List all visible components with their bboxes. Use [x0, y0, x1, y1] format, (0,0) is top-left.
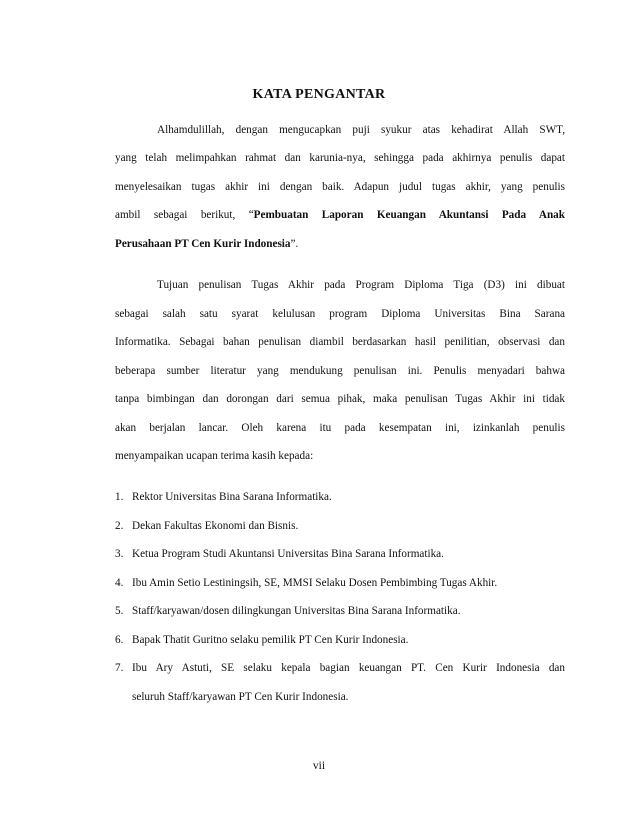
thesis-title-part-2: Perusahaan PT Cen Kurir Indonesia — [115, 238, 291, 250]
list-item-text: Bapak Thatit Guritno selaku pemilik PT Cen Kurir Indonesia. — [132, 634, 409, 646]
para1-line-3: menyelesaikan tugas akhir ini dengan baik. Adapun judul tugas akhir, yang penulis — [115, 181, 565, 193]
para2-line-3: Informatika. Sebagai bahan penulisan diambil berdasarkan hasil penilitian, observasi dan — [115, 336, 565, 348]
page-title: KATA PENGANTAR — [252, 87, 386, 102]
list-item-number: 3. — [115, 548, 124, 560]
list-item-text: Dekan Fakultas Ekonomi dan Bisnis. — [132, 520, 299, 532]
list-item-text: Rektor Universitas Bina Sarana Informatika. — [132, 491, 332, 503]
list-item-text-continued: seluruh Staff/karyawan PT Cen Kurir Indonesia. — [132, 691, 349, 703]
list-item-text: Ibu Ary Astuti, SE selaku kepala bagian keuangan PT. Cen Kurir Indonesia dan — [132, 662, 565, 674]
para2-line-6: akan berjalan lancar. Oleh karena itu pada kesempatan ini, izinkanlah penulis — [115, 422, 565, 434]
list-item-text: Staff/karyawan/dosen dilingkungan Universitas Bina Sarana Informatika. — [132, 605, 461, 617]
para2-line-4: beberapa sumber literatur yang mendukung penulisan ini. Penulis menyadari bahwa — [115, 365, 565, 377]
list-item-number: 4. — [115, 577, 124, 589]
thesis-title-part-1: Pembuatan Laporan Keuangan Akuntansi Pada Anak — [253, 209, 565, 221]
para2-line-1: Tujuan penulisan Tugas Akhir pada Program Diploma Tiga (D3) ini dibuat — [157, 279, 565, 291]
para1-line-5-post: ”. — [290, 238, 299, 250]
list-item-number: 1. — [115, 491, 124, 503]
list-item-text: Ibu Amin Setio Lestiningsih, SE, MMSI Selaku Dosen Pembimbing Tugas Akhir. — [132, 577, 498, 589]
para1-line-1: Alhamdulillah, dengan mengucapkan puji syukur atas kehadirat Allah SWT, — [157, 124, 565, 136]
para2-line-2: sebagai salah satu syarat kelulusan program Diploma Universitas Bina Sarana — [115, 308, 565, 320]
page-number: vii — [312, 760, 326, 772]
para1-line-4 — [115, 208, 565, 222]
list-item-number: 2. — [115, 520, 124, 532]
list-item-number: 6. — [115, 634, 124, 646]
para1-line-4-pre: ambil sebagai berikut, “ — [115, 209, 254, 221]
list-item-text: Ketua Program Studi Akuntansi Universitas Bina Sarana Informatika. — [132, 548, 444, 560]
para1-line-2: yang telah melimpahkan rahmat dan karunia-nya, sehingga pada akhirnya penulis dapat — [115, 152, 565, 164]
para1-line-5 — [115, 237, 565, 251]
list-item-number: 7. — [115, 662, 124, 674]
para2-line-5: tanpa bimbingan dan dorongan dari semua pihak, maka penulisan Tugas Akhir ini tidak — [115, 393, 565, 405]
para2-line-7: menyampaikan ucapan terima kasih kepada: — [115, 450, 314, 462]
list-item-number: 5. — [115, 605, 124, 617]
